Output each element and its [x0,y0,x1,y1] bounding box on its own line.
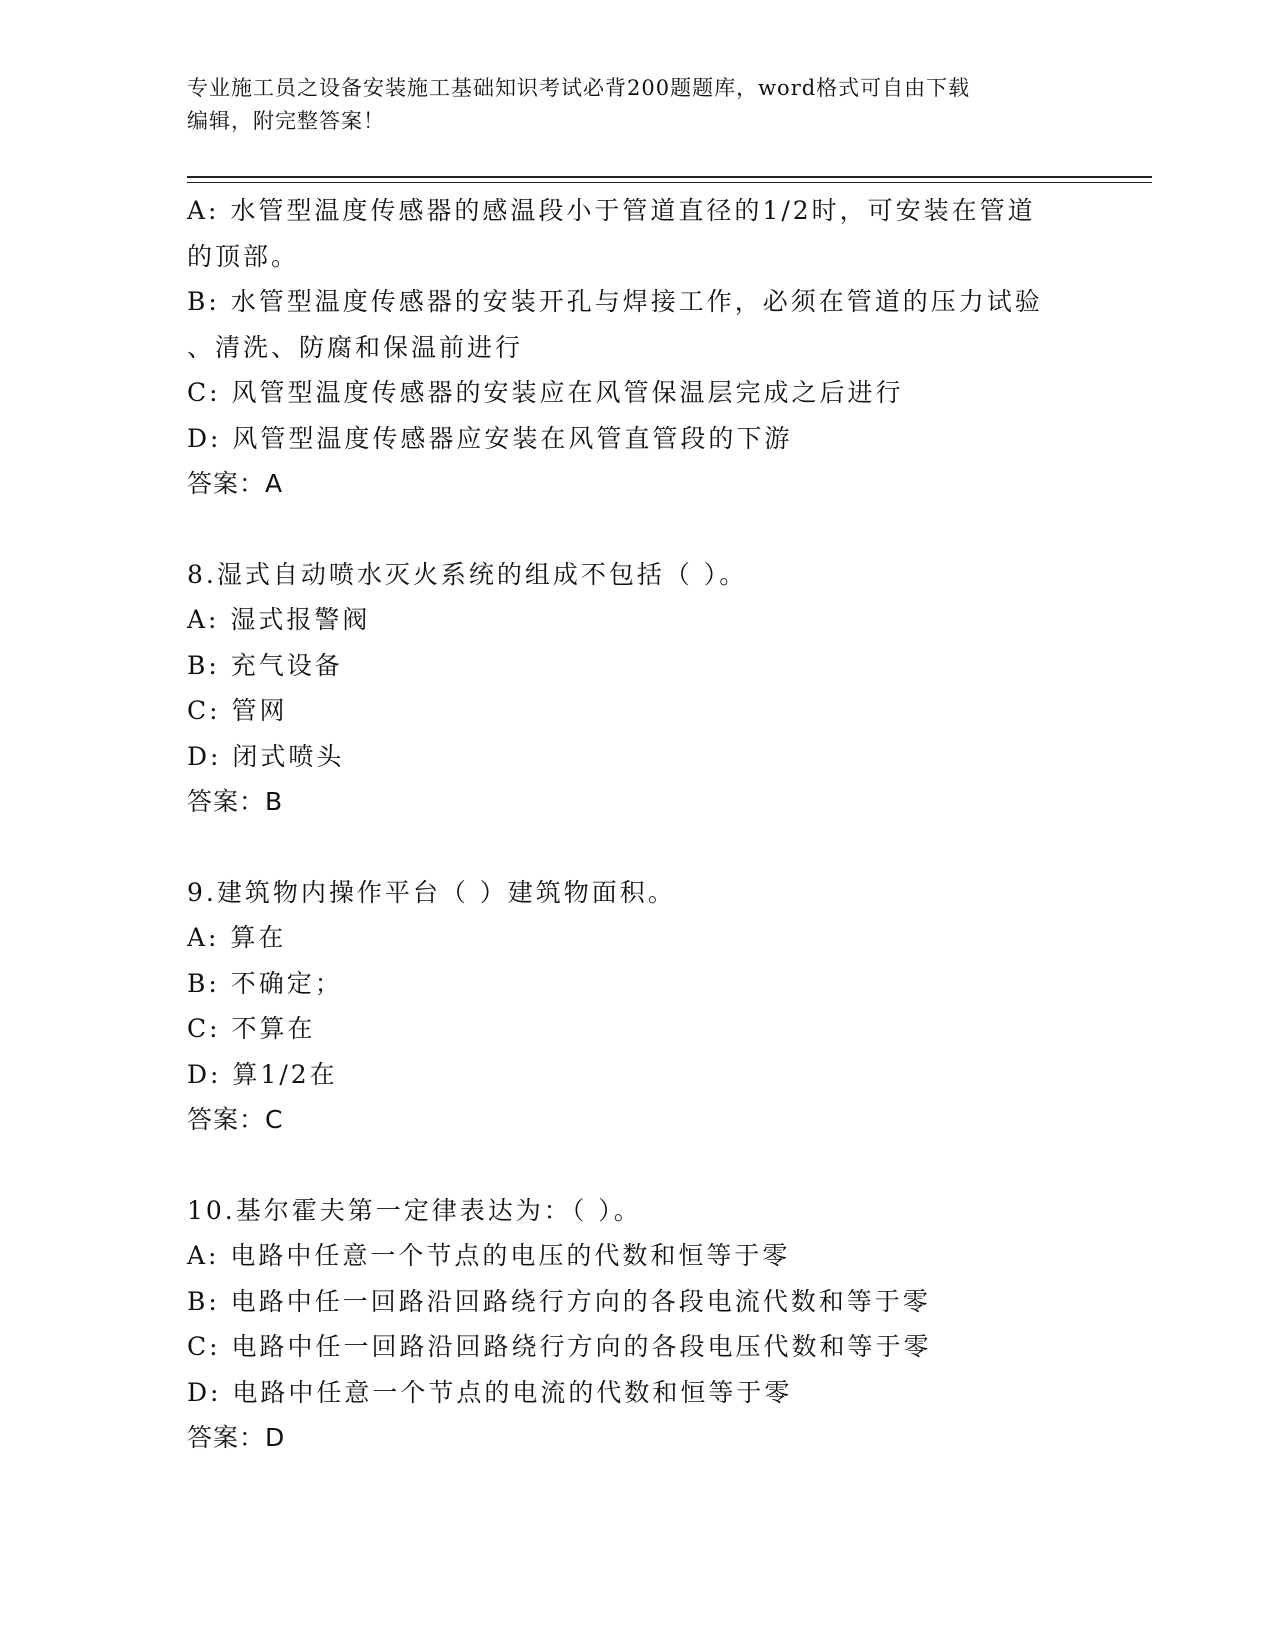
q8-option-c: C: 管网 [187,696,288,725]
q7-option-a-line1: A: 水管型温度传感器的感温段小于管道直径的1/2时，可安装在管道 [187,196,1036,225]
q10-option-d: D: 电路中任意一个节点的电流的代数和恒等于零 [187,1377,793,1407]
header-divider-thick [187,176,1152,178]
q8-option-d: D: 闭式喷头 [187,741,345,771]
q8-option-a: A: 湿式报警阀 [187,605,371,634]
question-9 [187,870,1087,1143]
question-content [187,188,1087,1461]
q10-answer: 答案：D [187,1423,286,1452]
q8-title: 8.湿式自动喷水灭火系统的组成不包括（ ）。 [187,559,748,589]
q10-option-b: B: 电路中任一回路沿回路绕行方向的各段电流代数和等于零 [187,1286,931,1316]
document-header [187,72,1087,138]
q9-title: 9.建筑物内操作平台（ ）建筑物面积。 [187,877,676,907]
q7-option-b-line1: B: 水管型温度传感器的安装开孔与焊接工作，必须在管道的压力试验 [187,287,1043,316]
q10-option-c: C: 电路中任一回路沿回路绕行方向的各段电压代数和等于零 [187,1332,932,1361]
q7-option-b-line2: 、清洗、防腐和保温前进行 [187,332,524,362]
q10-option-a: A: 电路中任意一个节点的电压的代数和恒等于零 [187,1241,791,1270]
q7-option-d: D: 风管型温度传感器应安装在风管直管段的下游 [187,423,793,453]
header-divider-thin [187,182,1152,183]
header-title-line1: 专业施工员之设备安装施工基础知识考试必背200题题库，word格式可自由下载 [187,76,971,100]
q7-answer: 答案：A [187,469,284,498]
q8-answer: 答案：B [187,787,284,816]
q9-option-c: C: 不算在 [187,1014,316,1043]
q9-option-d: D: 算1/2在 [187,1059,338,1089]
q9-answer: 答案：C [187,1105,284,1134]
question-8 [187,552,1087,825]
header-title-line2: 编辑，附完整答案！ [187,109,385,133]
question-7 [187,188,1087,507]
q7-option-c: C: 风管型温度传感器的安装应在风管保温层完成之后进行 [187,378,904,407]
question-10 [187,1188,1087,1461]
q9-option-a: A: 算在 [187,923,287,952]
q7-option-a-line2: 的顶部。 [187,241,300,271]
q10-title: 10.基尔霍夫第一定律表达为：（ ）。 [187,1195,642,1225]
q9-option-b: B: 不确定； [187,968,343,998]
q8-option-b: B: 充气设备 [187,650,343,680]
